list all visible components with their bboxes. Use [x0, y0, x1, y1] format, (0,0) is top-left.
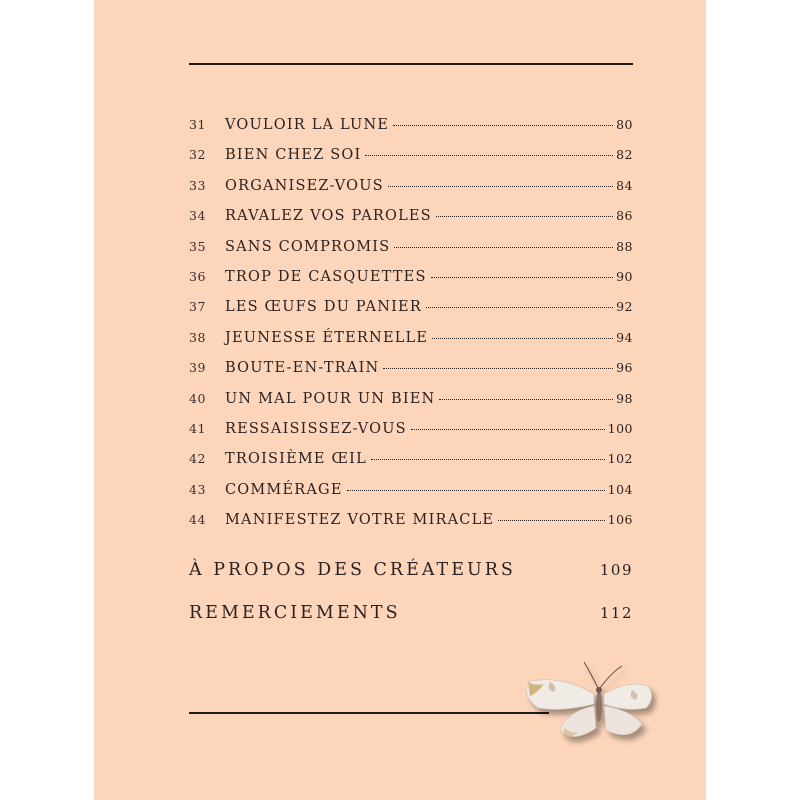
chapter-page-number: 102	[607, 451, 633, 467]
section-page-number: 112	[599, 604, 633, 622]
toc-entry	[189, 178, 633, 208]
dot-leader	[439, 398, 613, 400]
chapter-number: 38	[189, 329, 206, 345]
bottom-rule	[189, 712, 549, 714]
chapter-title: JEUNESSE ÉTERNELLE	[225, 329, 429, 346]
toc-entry	[189, 421, 633, 451]
chapter-page-number: 96	[616, 360, 633, 376]
chapter-number: 34	[189, 208, 206, 224]
chapter-page-number: 88	[616, 238, 633, 254]
chapter-number: 44	[189, 512, 206, 528]
chapter-title: VOULOIR LA LUNE	[225, 117, 390, 133]
chapter-title: RESSAISISSEZ-VOUS	[225, 420, 407, 437]
toc-entry	[189, 269, 633, 299]
chapter-number: 31	[189, 117, 206, 132]
chapter-number: 40	[189, 390, 206, 406]
section-about-creators	[189, 560, 633, 580]
section-title: REMERCIEMENTS	[189, 603, 401, 623]
top-rule	[189, 63, 633, 65]
chapter-title: COMMÉRAGE	[225, 481, 343, 498]
toc-entry	[189, 512, 633, 542]
chapter-page-number: 92	[616, 299, 633, 315]
section-page-number: 109	[599, 561, 633, 579]
chapter-title: ORGANISEZ-VOUS	[225, 177, 384, 194]
dot-leader	[393, 124, 613, 126]
toc-entry	[189, 451, 633, 481]
section-title: À PROPOS DES CRÉATEURS	[189, 560, 516, 580]
toc-entry	[189, 299, 633, 329]
toc-entry	[189, 330, 633, 360]
chapter-page-number: 86	[616, 208, 633, 224]
toc-entry	[189, 239, 633, 269]
dot-leader	[347, 489, 605, 491]
chapter-title: TROISIÈME ŒIL	[225, 451, 367, 468]
chapter-title: SANS COMPROMIS	[225, 238, 391, 255]
dot-leader	[388, 185, 613, 187]
dot-leader	[365, 154, 613, 156]
chapter-page-number: 100	[607, 420, 633, 436]
chapter-number: 33	[189, 177, 206, 193]
toc-entry	[189, 360, 633, 390]
section-acknowledgements	[189, 603, 633, 623]
toc-entry	[189, 391, 633, 421]
dot-leader	[411, 428, 605, 430]
chapter-page-number: 84	[616, 177, 633, 193]
chapter-number: 32	[189, 147, 206, 163]
dot-leader	[394, 246, 613, 248]
chapter-page-number: 80	[616, 117, 633, 132]
butterfly-icon	[520, 652, 665, 752]
dot-leader	[498, 519, 604, 521]
chapter-page-number: 90	[616, 268, 633, 284]
chapter-title: UN MAL POUR UN BIEN	[225, 390, 436, 407]
chapter-title: BOUTE-EN-TRAIN	[225, 360, 380, 377]
chapter-number: 39	[189, 360, 206, 376]
dot-leader	[371, 458, 605, 460]
toc-entry	[189, 117, 633, 147]
dot-leader	[432, 337, 613, 339]
dot-leader	[436, 215, 613, 217]
chapter-number: 36	[189, 268, 206, 284]
chapter-page-number: 94	[616, 329, 633, 345]
dot-leader	[383, 367, 613, 369]
chapter-title: RAVALEZ VOS PAROLES	[225, 208, 432, 225]
chapter-number: 42	[189, 451, 206, 467]
chapter-page-number: 104	[607, 481, 633, 497]
chapter-page-number: 82	[616, 147, 633, 163]
chapter-number: 37	[189, 299, 206, 315]
chapter-title: LES ŒUFS DU PANIER	[225, 299, 422, 316]
toc-entry	[189, 208, 633, 238]
chapter-number: 41	[189, 420, 206, 436]
dot-leader	[431, 276, 614, 278]
chapter-title: BIEN CHEZ SOI	[225, 147, 362, 164]
chapter-number: 35	[189, 238, 206, 254]
toc-entry	[189, 482, 633, 512]
chapter-title: MANIFESTEZ VOTRE MIRACLE	[225, 512, 495, 529]
table-of-contents	[189, 117, 633, 542]
dot-leader	[426, 306, 613, 308]
chapter-number: 43	[189, 481, 206, 497]
chapter-page-number: 106	[607, 512, 633, 528]
toc-entry	[189, 147, 633, 177]
chapter-title: TROP DE CASQUETTES	[225, 268, 427, 285]
chapter-page-number: 98	[616, 390, 633, 406]
